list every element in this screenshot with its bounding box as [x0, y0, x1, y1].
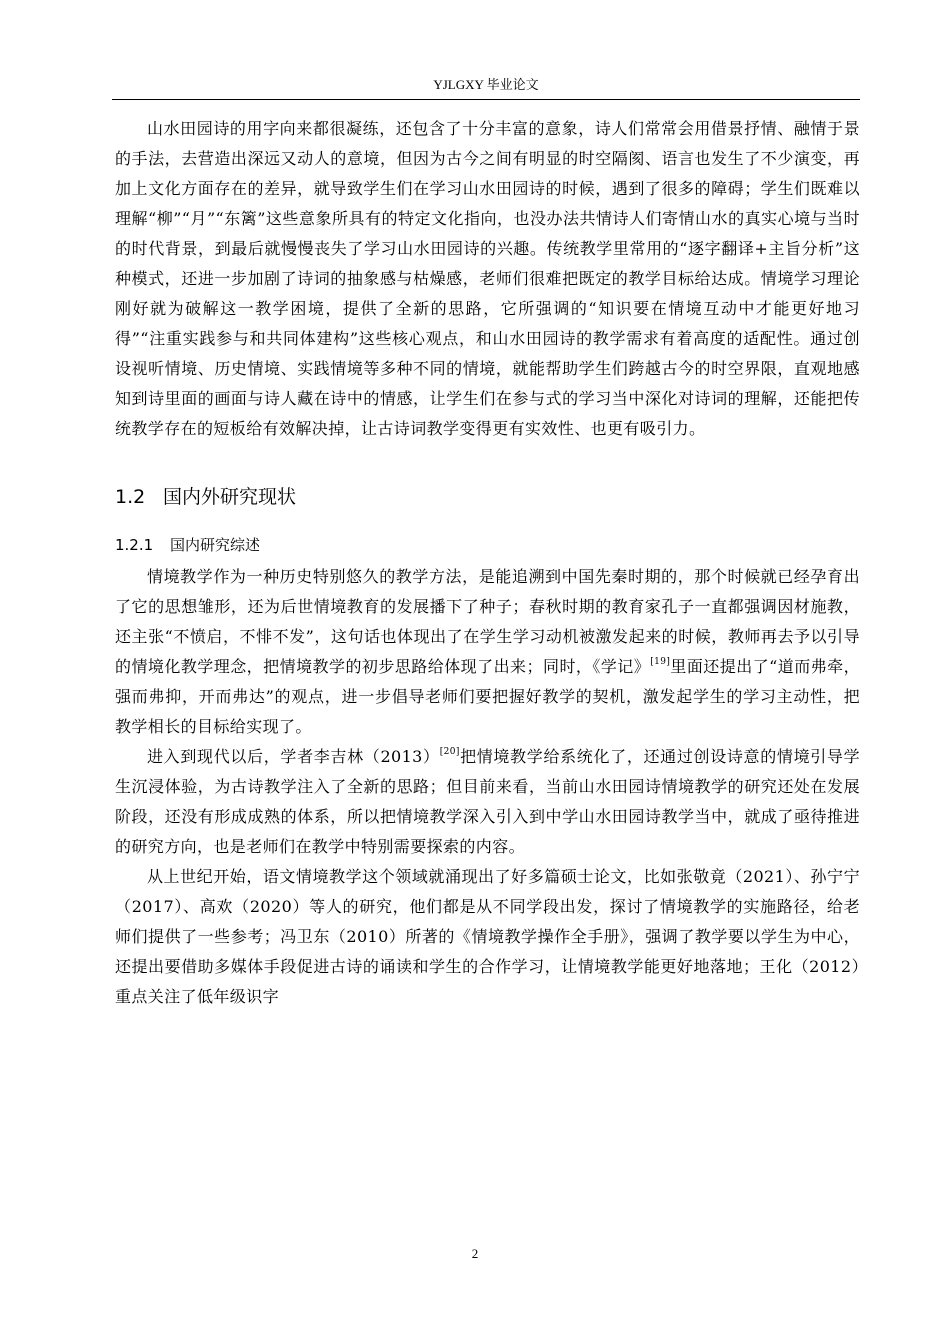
intro-paragraph: 山水田园诗的用字向来都很凝练，还包含了十分丰富的意象，诗人们常常会用借景抒情、融情于景的手法，去营造出深远又动人的意境，但因为古今之间有明显的时空隔阂、语言也发生了不少演变，再加上文化方面存在的差异，就导致学生们在学习山水田园诗的时候，遇到了很多的障碍；学生们既难以理解“柳”“月”“东篱”这些意象所具有的特定文化指向，也没办法共情诗人们寄情山水的真实心境与当时的时代背景，到最后就慢慢丧失了学习山水田园诗的兴趣。传统教学里常用的“逐字翻译+主旨分析”这种模式，还进一步加剧了诗词的抽象感与枯燥感，老师们很难把既定的教学目标给达成。情境学习理论刚好就为破解这一教学困境，提供了全新的思路，它所强调的“知识要在情境互动中才能更好地习得”“注重实践参与和共同体建构”这些核心观点，和山水田园诗的教学需求有着高度的适配性。通过创设视听情境、历史情境、实践情境等多种不同的情境，就能帮助学生们跨越古今的时空界限，直观地感知到诗里面的画面与诗人藏在诗中的情感，让学生们在参与式的学习当中深化对诗词的理解，还能把传统教学存在的短板给有效解决掉，让古诗词教学变得更有实效性、也更有吸引力。 — [115, 119, 860, 438]
subsection-number: 1.2.1 — [115, 536, 154, 554]
paragraph-modern-research — [115, 742, 860, 862]
subsection-heading — [115, 532, 860, 558]
section-title: 国内外研究现状 — [163, 486, 297, 508]
citation-ref: [19] — [650, 657, 671, 667]
page-body — [115, 114, 860, 1012]
section-number: 1.2 — [115, 486, 146, 508]
paragraph-text: 里面还提出了“道而弗牵，强而弗抑，开而弗达”的观点，进一步倡导老师们要把握好教学的契机，激发起学生的学习主动性，把教学相长的目标给实现了。 — [115, 657, 861, 736]
paragraph-ancient-origins — [115, 562, 860, 742]
citation-ref: [20] — [439, 747, 460, 757]
header-rule — [112, 99, 860, 100]
paragraph-text: 进入到现代以后，学者李吉林（2013） — [147, 747, 440, 766]
section-heading — [115, 482, 860, 512]
subsection-title: 国内研究综述 — [170, 536, 261, 554]
page-number: 2 — [471, 1246, 479, 1261]
paragraph-text: 把情境教学给系统化了，还通过创设诗意的情境引导学生沉浸体验，为古诗教学注入了全新的思路；但目前来看，当前山水田园诗情境教学的研究还处在发展阶段，还没有形成成熟的体系，所以把情境教学深入引入到中学山水田园诗教学当中，就成了亟待推进的研究方向，也是老师们在教学中特别需要探索的内容。 — [115, 747, 860, 856]
paragraph-thesis-review: 从上世纪开始，语文情境教学这个领域就涌现出了好多篇硕士论文，比如张敬竟（2021）、孙宁宁（2017）、高欢（2020）等人的研究，他们都是从不同学段出发，探讨了情境教学的实施路径，给老师们提供了一些参考；冯卫东（2010）所著的《情境教学操作全手册》，强调了教学要以学生为中心，还提出要借助多媒体手段促进古诗的诵读和学生的合作学习，让情境教学能更好地落地；王化（2012）重点关注了低年级识字 — [115, 867, 860, 1006]
running-header: YJLGXY 毕业论文 — [433, 77, 539, 92]
paragraph-text: 情境教学作为一种历史特别悠久的教学方法，是能追溯到中国先秦时期的，那个时候就已经孕育出了它的思想雏形，还为后世情境教育的发展播下了种子；春秋时期的教育家孔子一直都强调因材施教，还主张“不愤启，不悱不发”，这句话也体现出了在学生学习动机被激发起来的时候，教师再去予以引导的情境化教学理念，把情境教学的初步思路给体现了出来；同时，《学记》 — [115, 567, 860, 676]
